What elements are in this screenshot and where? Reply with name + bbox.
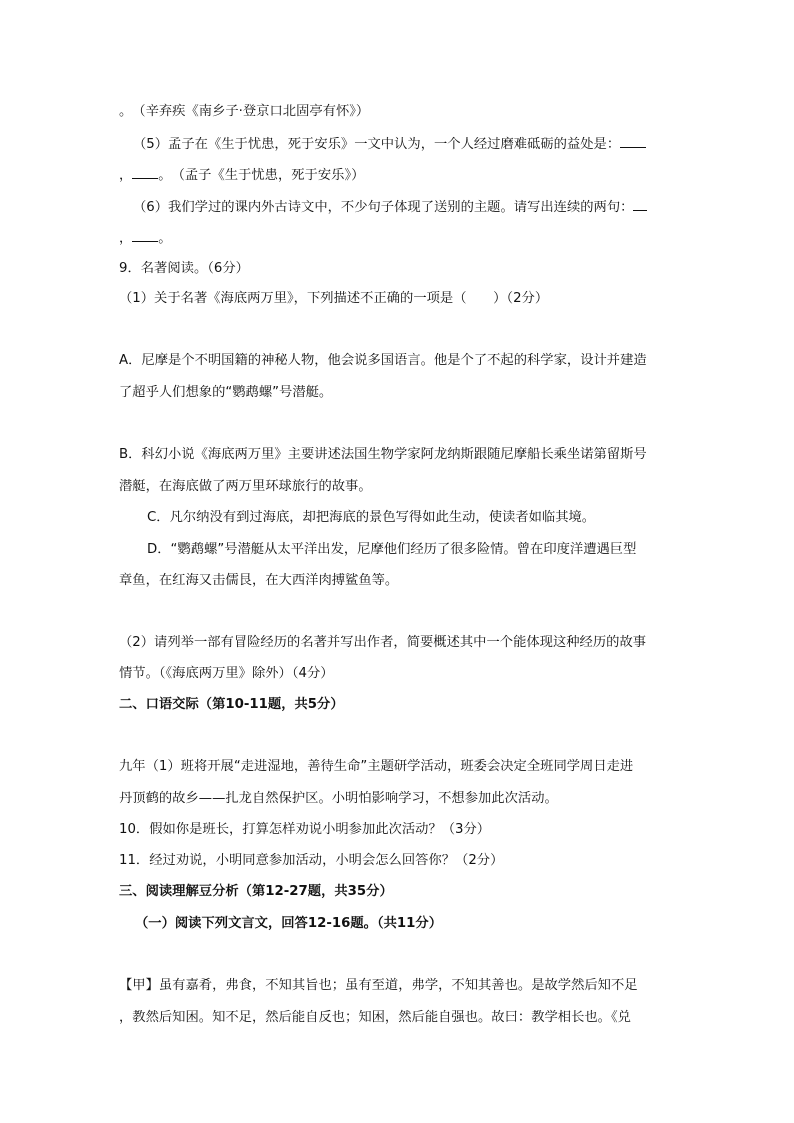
text-line: 九年（1）班将开展“走进湿地，善待生命”主题研学活动，班委会决定全班同学周日走进 [119,759,634,774]
section-heading: 三、阅读理解豆分析（第12-27题，共35分） [119,884,393,899]
question-heading: 9．名著阅读。（6分） [119,261,249,276]
question-line: 10．假如你是班长，打算怎样劝说小明参加此次活动？（3分） [119,822,491,837]
subsection-heading: （一）阅读下列文言文，回答12-16题。（共11分） [135,916,443,931]
text-line: （1）关于名著《海底两万里》，下列描述不正确的一项是（ ）（2分） [119,291,549,306]
text-line [133,135,646,154]
text-line: 。 （辛弃疾《南乡子·登京口北固亭有怀》） [119,104,370,119]
text-line [133,198,647,217]
option-b: B．科幻小说《海底两万里》主要讲述法国生物学家阿龙纳斯跟随尼摩船长乘坐诺第留斯号 [119,447,647,462]
text-span: ， [119,231,133,246]
text-line: 【甲】虽有嘉肴，弗食，不知其旨也；虽有至道，弗学，不知其善也。是故学然后知不足 [119,978,638,993]
answer-blank [633,198,647,211]
text-line: ，教然后知困。知不足，然后能自反也；知困，然后能自强也。故曰：教学相长也。《兑 [119,1010,631,1025]
text-line: 了超乎人们想象的“鹦鹉螺”号潜艇。 [119,385,333,400]
answer-blank [132,166,158,179]
text-span: ， [119,168,133,183]
text-span: 。 [158,231,172,246]
answer-blank [132,229,158,242]
answer-blank [620,135,646,148]
option-d: D．“鹦鹉螺”号潜艇从太平洋出发，尼摩他们经历了很多险情。曾在印度洋遭遇巨型 [147,542,637,557]
text-line [119,229,172,248]
section-heading: 二、口语交际（第10-11题，共5分） [119,697,344,712]
text-line: 章鱼，在红海又击儒艮，在大西洋肉搏鲨鱼等。 [119,573,399,588]
text-line [119,166,364,185]
text-span: （6）我们学过的课内外古诗文中，不少句子体现了送别的主题。请写出连续的两句： [133,200,634,215]
text-line: 情节。（《海底两万里》除外）（4分） [119,666,334,681]
text-line: 丹顶鹤的故乡——扎龙自然保护区。小明怕影响学习，不想参加此次活动。 [119,791,558,806]
text-span: （5）孟子在《生于忧患，死于安乐》一文中认为，一个人经过磨难砥砺的益处是： [133,137,621,152]
question-line: 11．经过劝说，小明同意参加活动，小明会怎么回答你？（2分） [119,853,504,868]
text-line: 潜艇，在海底做了两万里环球旅行的故事。 [119,479,372,494]
option-a: A．尼摩是个不明国籍的神秘人物，他会说多国语言。他是个了不起的科学家，设计并建造 [119,353,647,368]
option-c: C．凡尔纳没有到过海底，却把海底的景色写得如此生动，使读者如临其境。 [147,510,596,525]
text-line: （2）请列举一部有冒险经历的名著并写出作者，简要概述其中一个能体现这种经历的故事 [119,635,647,650]
text-span: 。 （孟子《生于忧患，死于安乐》） [158,168,365,183]
